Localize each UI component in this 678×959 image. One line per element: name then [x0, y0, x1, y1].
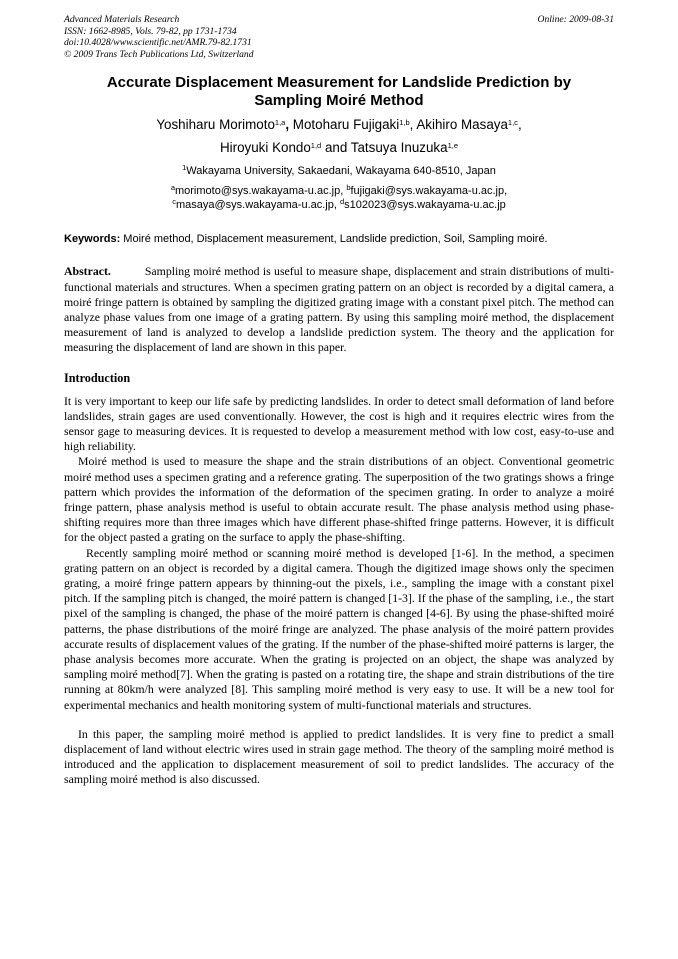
keywords-label: Keywords:	[64, 233, 121, 246]
author-sup: 1,a	[274, 118, 286, 128]
affiliation-text: Wakayama University, Sakaedani, Wakayama 640-8510, Japan	[186, 165, 496, 178]
abstract-text: Sampling moiré method is useful to measure shape, displacement and strain distributions of multi-functional materials and structures. When a specimen grating pattern on an object is recorded by a digital camera, a moiré fringe pattern is obtained by sampling the digitized grating image with a constant pixel pitch. The method can analyze phase values from one image of a grating pattern. By using this sampling moiré method, the displacement measurement of land is analyzed to develop a landslide prediction system. The theory and the application for measuring the displacement of land are shown in this paper.	[64, 264, 614, 355]
keywords	[64, 232, 614, 246]
email-sup: c	[172, 197, 176, 207]
title-line-1: Accurate Displacement Measurement for Landslide Prediction by	[106, 74, 572, 92]
title-line-2: Sampling Moiré Method	[254, 92, 424, 110]
journal-name: Advanced Materials Research	[64, 14, 180, 25]
email-address: masaya@sys.wakayama-u.ac.jp	[175, 199, 334, 212]
affiliation-sup: 1	[182, 163, 187, 173]
email-address: s102023@sys.wakayama-u.ac.jp	[344, 199, 506, 212]
doi-line: doi:10.4028/www.scientific.net/AMR.79-82.1731	[64, 37, 252, 49]
intro-paragraph-1: It is very important to keep our life safe by predicting landslides. In order to detect small deformation of land before landslides, strain gages are used conventionally. However, the cost is high and it requires electric wires from the sensor gage to measuring devices. It is requested to develop a measurement method with low cost, easy-to-use and high reliability.	[64, 393, 614, 454]
issn-line: ISSN: 1662-8985, Vols. 79-82, pp 1731-1734	[64, 25, 237, 37]
author-sup: 1,d	[310, 141, 322, 151]
abstract-label: Abstract.	[64, 264, 111, 279]
author-sup: 1,c	[507, 118, 518, 128]
email-list	[64, 184, 614, 212]
author-name: Hiroyuki Kondo	[219, 140, 311, 156]
email-sup: b	[346, 183, 351, 193]
paper-page	[64, 14, 614, 788]
author-separator: ,	[285, 117, 293, 133]
email-address: fujigaki@sys.wakayama-u.ac.jp,	[350, 185, 508, 198]
email-sup: d	[340, 197, 345, 207]
paper-title	[64, 74, 614, 110]
abstract	[64, 264, 614, 355]
author-separator: and	[321, 140, 351, 156]
copyright-line: © 2009 Trans Tech Publications Ltd, Switzerland	[64, 48, 254, 60]
affiliation	[64, 164, 614, 178]
author-sup: 1,b	[399, 118, 410, 128]
keywords-text: Moiré method, Displacement measurement, Landslide prediction, Soil, Sampling moiré.	[120, 233, 548, 246]
email-address: morimoto@sys.wakayama-u.ac.jp	[174, 185, 341, 198]
author-sup: 1,e	[447, 141, 458, 151]
online-date: Online: 2009-08-31	[537, 14, 614, 25]
author-separator: ,	[409, 117, 417, 133]
section-heading-introduction: Introduction	[64, 370, 131, 385]
author-name: Tatsuya Inuzuka	[350, 140, 448, 156]
email-separator: ,	[340, 185, 347, 198]
intro-paragraph-4: In this paper, the sampling moiré method is applied to predict landslides. It is very fine to predict a small displacement of land without electric wires used in strain gage method. The theory of the sampling moiré method is introduced and the application to displacement measurement of soil to predict landslides. The accuracy of the sampling moiré method is also discussed.	[64, 726, 614, 787]
email-sup: a	[170, 183, 175, 193]
intro-paragraph-3: Recently sampling moiré method or scanning moiré method is developed [1-6]. In the method, a specimen grating pattern on an object is recorded by a digital camera. Though the digitized image shows only the specimen grating, a moiré fringe pattern appears by thinning-out the pixels, i.e., sampling the image with a constant pixel pitch. If the sampling pitch is changed, the moiré pattern is changed [1-3]. If the phase of the sampling, i.e., the start pixel of the sampling is changed, the phase of the moiré pattern is changed [4-6]. By using the phase-shifted moiré patterns, the phase distributions of the moiré fringe are analyzed. The phase analysis of the moiré pattern provides accurate results of displacement values of the grating. If the number of the phase-shifted moiré patterns is larger, the phase analysis becomes more accurate. When the grating is projected on an object, the shape was analyzed by sampling moiré method[7]. When the grating is pasted on a rotating tire, the shape and strain distributions of the tire running at 80km/h were analyzed [8]. This sampling moiré method is very easy to use. It will be a new tool for experimental mechanics and health monitoring system of multi-functional materials and structures.	[64, 545, 614, 712]
author-list	[64, 113, 614, 159]
author-separator: ,	[517, 117, 522, 133]
author-name: Yoshiharu Morimoto	[156, 117, 275, 133]
author-name: Motoharu Fujigaki	[292, 117, 400, 133]
journal-header	[64, 14, 614, 60]
intro-paragraph-2: Moiré method is used to measure the shape and the strain distributions of an object. Conventional geometric moiré method uses a specimen grating and a reference grating. The superposition of the two gratings shows a fringe pattern which provides the information of the deformation of the specimen grating. In order to analyze a moiré fringe pattern, phase analysis method is useful to obtain accurate result. The phase analysis method using phase-shifting requires more than three images which have different phase-shifted fringe patterns. However, it is difficult for the object pasted a grating on the surface to apply the phase-shifting.	[64, 454, 614, 545]
author-name: Akihiro Masaya	[416, 117, 508, 133]
email-separator: ,	[333, 199, 340, 212]
